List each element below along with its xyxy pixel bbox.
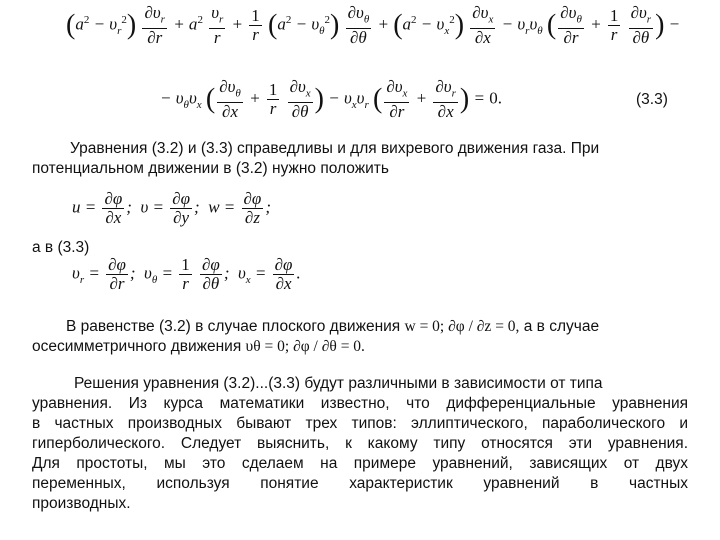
paragraph-3-line: Решения уравнения (3.2)...(3.3) будут различными в зависимости от типа <box>74 375 603 392</box>
label-a-v-3-3: а в (3.3) <box>32 239 90 256</box>
potential-formulas-3-2: u = $\frac{\partial\varphi}{\partial x}$ ; υ = $\frac{\partial\varphi}{\partial y}$ ; w = $\frac{\partial\varphi}{\partial z}$ ; <box>72 189 272 227</box>
equation-3-3-line-2: − $\upsilon_\theta\upsilon_x$ ( $\frac{\partial\upsilon_\theta}{\partial x}$ + $\frac{1}{r}$ $\frac{\partial\upsilon_x}{\partial\theta}$ ) − $\upsilon_x\upsilon_r$ ( $\frac{\partial\upsilon_x}{\partial r}$ + $\frac{\partial\upsilon_r}{\partial x}$ ) = 0. <box>160 77 502 122</box>
paragraph-3-line: в частных производных бывают трех типов: эллиптического, параболического и <box>32 415 688 432</box>
equation-number: (3.3) <box>636 91 668 108</box>
potential-formulas-3-3: $\upsilon_r$ = $\frac{\partial\varphi}{\partial r}$ ; $\upsilon_\theta$ = $\frac{1}{r}$ $\frac{\partial\varphi}{\partial\theta}$ ; $\upsilon_x$ = $\frac{\partial\varphi}{\partial x}$ . <box>72 255 301 293</box>
paragraph-3 <box>32 374 688 514</box>
para2-text-2: осесимметричного движения <box>32 338 242 355</box>
paragraph-3-line: переменных, используя понятие характеристик уравнений в частных <box>32 475 688 492</box>
paragraph-3-line: Для простоты, мы это сделаем на примере уравнений, зависящих от двух <box>32 455 688 472</box>
paragraph-3-line: производных. <box>32 495 131 512</box>
equation-3-3-line-1: $(a^2 - \upsilon_r^2)$ $\frac{\partial\upsilon_r}{\partial r}$ + $a^2$ $\frac{\upsilon_r}{r}$ + $\frac{1}{r}$ $(a^2 - \upsilon_\theta^2)$ $\frac{\partial\upsilon_\theta}{\partial\theta}$ + $(a^2 - \upsilon_x^2)$ $\frac{\partial\upsilon_x}{\partial x}$ − $\upsilon_r\upsilon_\theta$ ( $\frac{\partial\upsilon_\theta}{\partial r}$ + $\frac{1}{r}$ $\frac{\partial\upsilon_r}{\partial\theta}$ ) − <box>66 3 681 48</box>
paragraph-2-line-2 <box>32 337 365 357</box>
para2-math-2: υθ = 0; ∂φ / ∂θ = 0. <box>245 338 365 355</box>
paragraph-1-line-1: Уравнения (3.2) и (3.3) справедливы и для вихревого движения газа. При <box>70 140 600 157</box>
paragraph-3-line: гиперболического. Следует выяснить, к какому типу относятся эти уравнения. <box>32 435 688 452</box>
paragraph-1-line-2: потенциальном движении в (3.2) нужно положить <box>32 160 389 177</box>
paragraph-3-line: уравнения. Из курса математики известно, что дифференциальные уравнения <box>32 395 688 412</box>
para2-math-1: w = 0; ∂φ / ∂z = 0, <box>404 318 520 335</box>
para2-text-1: В равенстве (3.2) в случае плоского движения <box>66 318 401 335</box>
paragraph-2-line-1 <box>66 317 599 337</box>
para2-tail-1: а в случае <box>523 318 600 335</box>
